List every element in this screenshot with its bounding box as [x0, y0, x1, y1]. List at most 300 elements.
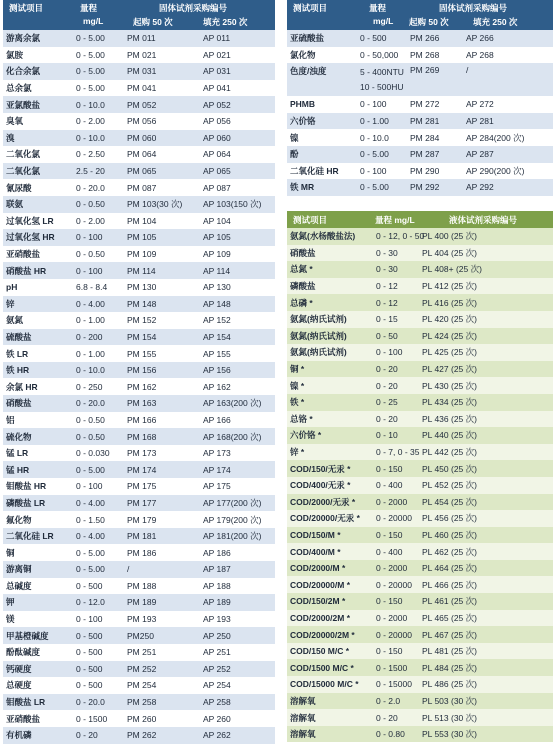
- cell-range: 0 - 10: [376, 430, 398, 441]
- cell-kit250: AP 177(200 次): [203, 497, 262, 508]
- cell-range: 0 - 500: [76, 663, 103, 674]
- table-row: [287, 129, 553, 146]
- cell-kit250: AP 268: [466, 49, 494, 60]
- cell-range: 0 - 100: [376, 347, 403, 358]
- cell-kit250: AP 154: [203, 331, 231, 342]
- cell-kit50: PM 031: [127, 66, 157, 77]
- cell-kit250: AP 186: [203, 547, 231, 558]
- cell-range: 0 - 500: [76, 647, 103, 658]
- cell-kit50: PM 011: [127, 33, 156, 44]
- table-row: [287, 643, 553, 660]
- cell-kit50: PM250: [127, 630, 154, 641]
- header-item: 测试项目: [9, 3, 44, 13]
- cell-item: 酚: [290, 149, 299, 160]
- cell-kit: PL 464 (25 次): [422, 563, 477, 574]
- cell-kit50: PM 021: [127, 49, 157, 60]
- cell-range: 0 - 5.00: [76, 83, 105, 94]
- cell-item: 联氨: [6, 199, 24, 210]
- cell-item: 溶解氧: [290, 712, 316, 723]
- cell-kit50: /: [127, 564, 130, 575]
- cell-item: COD/150 M/C *: [290, 646, 350, 657]
- cell-item: 酚酞碱度: [6, 647, 41, 658]
- cell-range: 0 - 400: [376, 480, 403, 491]
- cell-item: 有机磷: [6, 730, 32, 741]
- cell-item: 二氧化硅 HR: [290, 165, 339, 176]
- cell-kit250: AP 166: [203, 414, 231, 425]
- cell-range: 5 - 400NTU 10 - 500HU: [360, 67, 404, 93]
- table-row: [3, 63, 275, 80]
- cell-kit50: PM 152: [127, 315, 157, 326]
- cell-kit: PL 420 (25 次): [422, 314, 477, 325]
- cell-range: 6.8 - 8.4: [76, 282, 108, 293]
- table-row: [3, 262, 275, 279]
- cell-kit250: AP 179(200 次): [203, 514, 262, 525]
- cell-kit50: PM 148: [127, 298, 157, 309]
- cell-kit250: AP 284(200 次): [466, 132, 525, 143]
- header-item: 测试项目: [293, 215, 328, 225]
- cell-kit: PL 400 (25 次): [422, 231, 477, 242]
- cell-item: 钾: [6, 597, 15, 608]
- reagent-table-right-top: [287, 0, 553, 196]
- cell-range: 0 - 12.0: [76, 597, 105, 608]
- cell-range: 0 - 1500: [376, 662, 408, 673]
- cell-item: 氨氮(纳氏试剂): [290, 314, 347, 325]
- cell-range: 0 - 50: [376, 330, 398, 341]
- table-row: [287, 228, 553, 245]
- cell-item: 氰尿酸: [6, 182, 32, 193]
- table-header: [287, 0, 553, 30]
- cell-range: 0 - 2000: [376, 563, 408, 574]
- cell-range: 0 - 4.00: [76, 497, 105, 508]
- cell-kit50: PM 154: [127, 331, 157, 342]
- cell-kit250: AP 163(200 次): [203, 398, 262, 409]
- cell-range: 0 - 5.00: [76, 464, 105, 475]
- cell-item: COD/1500 M/C *: [290, 662, 354, 673]
- cell-item: 铜: [6, 547, 15, 558]
- cell-item: 总氮 *: [290, 264, 313, 275]
- cell-range: 0 - 30: [376, 264, 398, 275]
- cell-range: 0 - 20: [376, 364, 398, 375]
- table-row: [287, 494, 553, 511]
- cell-kit50: PM 041: [127, 83, 157, 94]
- cell-item: 亚硝酸盐: [6, 713, 41, 724]
- table-row: [287, 261, 553, 278]
- cell-range: 0 - 150: [376, 596, 403, 607]
- table-row: [3, 578, 275, 595]
- header-kit250: 填充 250 次: [473, 17, 518, 27]
- cell-item: 铝: [6, 414, 15, 425]
- table-row: [287, 344, 553, 361]
- cell-kit50: PM 114: [127, 265, 156, 276]
- cell-kit: PL 503 (30 次): [422, 695, 477, 706]
- cell-range: 0 - 100: [76, 265, 103, 276]
- cell-range: 0 - 30: [376, 247, 398, 258]
- cell-range: 0 - 1500: [76, 713, 108, 724]
- cell-item: COD/400/无汞 *: [290, 480, 351, 491]
- cell-item: 氯化物: [290, 49, 316, 60]
- cell-kit50: PM 052: [127, 99, 157, 110]
- table-row: [287, 96, 553, 113]
- table-row: [287, 146, 553, 163]
- table-row: [287, 30, 553, 47]
- table-row: [287, 610, 553, 627]
- cell-item: 甲基橙碱度: [6, 630, 49, 641]
- cell-kit250: AP 103(150 次): [203, 199, 262, 210]
- cell-range: 0 - 0.50: [76, 199, 105, 210]
- cell-kit: PL 416 (25 次): [422, 297, 477, 308]
- cell-item: 过氧化氢 LR: [6, 215, 54, 226]
- cell-kit50: PM 269: [410, 65, 440, 76]
- table-row: [287, 626, 553, 643]
- cell-kit: PL 424 (25 次): [422, 330, 477, 341]
- cell-item: 二氧化氯: [6, 149, 41, 160]
- cell-range: 0 - 100: [76, 614, 103, 625]
- cell-range: 0 - 100: [360, 99, 387, 110]
- cell-range: 0 - 7, 0 - 35: [376, 447, 420, 458]
- cell-kit50: PM 166: [127, 414, 157, 425]
- table-row: [287, 527, 553, 544]
- cell-kit250: AP 087: [203, 182, 231, 193]
- cell-item: 游离余氯: [6, 33, 41, 44]
- table-row: [3, 611, 275, 628]
- cell-kit250: AP 174: [203, 464, 231, 475]
- cell-kit250: AP 104: [203, 215, 231, 226]
- cell-item: 锰 LR: [6, 448, 29, 459]
- cell-kit50: PM 251: [127, 647, 157, 658]
- cell-item: COD/2000/2M *: [290, 612, 350, 623]
- cell-kit250: AP 021: [203, 49, 231, 60]
- cell-kit: PL 553 (30 次): [422, 729, 477, 740]
- cell-item: 总磷 *: [290, 297, 313, 308]
- cell-item: 氨氮(纳氏试剂): [290, 347, 347, 358]
- cell-kit: PL 440 (25 次): [422, 430, 477, 441]
- cell-kit250: /: [466, 65, 469, 76]
- cell-range: 0 - 500: [360, 33, 387, 44]
- cell-range: 0 - 5.00: [76, 49, 105, 60]
- cell-item: 二氧化硅 LR: [6, 531, 54, 542]
- cell-kit50: PM 186: [127, 547, 157, 558]
- cell-range: 0 - 20.0: [76, 182, 105, 193]
- cell-range: 2.5 - 20: [76, 166, 105, 177]
- cell-kit50: PM 287: [410, 149, 440, 160]
- cell-kit250: AP 290(200 次): [466, 165, 525, 176]
- header-kit: 固体试剂采购编号: [159, 3, 228, 13]
- table-row: [287, 444, 553, 461]
- header-kit250: 填充 250 次: [203, 17, 248, 27]
- cell-kit50: PM 155: [127, 348, 157, 359]
- cell-item: 色度/浊度: [290, 66, 327, 77]
- cell-kit250: AP 181(200 次): [203, 531, 262, 542]
- table-row: [3, 312, 275, 329]
- cell-range: 0 - 2.00: [76, 215, 105, 226]
- cell-kit250: AP 056: [203, 116, 231, 127]
- cell-kit: PL 454 (25 次): [422, 496, 477, 507]
- cell-item: 臭氧: [6, 116, 24, 127]
- table-row: [3, 694, 275, 711]
- cell-range: 0 - 20000: [376, 513, 412, 524]
- cell-range: 0 - 12, 0 - 50: [376, 231, 425, 242]
- table-row: [3, 329, 275, 346]
- cell-item: 硝酸盐: [6, 398, 32, 409]
- cell-item: 六价铬 *: [290, 430, 322, 441]
- cell-kit: PL 484 (25 次): [422, 662, 477, 673]
- cell-kit50: PM 104: [127, 215, 157, 226]
- cell-kit250: AP 105: [203, 232, 231, 243]
- cell-kit50: PM 064: [127, 149, 157, 160]
- cell-item: 溴: [6, 132, 15, 143]
- cell-kit50: PM 060: [127, 132, 157, 143]
- cell-range: 0 - 20.0: [76, 398, 105, 409]
- table-row: [287, 377, 553, 394]
- cell-kit50: PM 168: [127, 431, 157, 442]
- cell-kit250: AP 266: [466, 33, 494, 44]
- cell-kit50: PM 268: [410, 49, 440, 60]
- cell-item: 磷酸盐 LR: [6, 497, 46, 508]
- cell-range: 0 - 5.00: [76, 564, 105, 575]
- cell-kit250: AP 251: [203, 647, 231, 658]
- cell-kit: PL 427 (25 次): [422, 364, 477, 375]
- cell-kit50: PM 189: [127, 597, 157, 608]
- table-row: [287, 311, 553, 328]
- cell-range: 0 - 150: [376, 646, 403, 657]
- table-row: [3, 661, 275, 678]
- table-row: [287, 543, 553, 560]
- table-row: [287, 693, 553, 710]
- cell-kit50: PM 193: [127, 614, 157, 625]
- cell-range: 0 - 10.0: [360, 132, 389, 143]
- table-row: [3, 627, 275, 644]
- cell-kit250: AP 114: [203, 265, 231, 276]
- cell-kit50: PM 179: [127, 514, 157, 525]
- cell-item: 磷酸盐: [290, 281, 316, 292]
- table-row: [287, 163, 553, 180]
- header-kit: 液体试剂采购编号: [449, 215, 518, 225]
- cell-kit50: PM 281: [410, 116, 440, 127]
- table-row: [3, 246, 275, 263]
- cell-range: 0 - 500: [76, 580, 103, 591]
- cell-kit250: AP 065: [203, 166, 231, 177]
- cell-range: 0 - 5.00: [76, 33, 105, 44]
- cell-kit50: PM 174: [127, 464, 157, 475]
- cell-item: 硝酸盐: [290, 247, 316, 258]
- table-row: [287, 560, 553, 577]
- table-row: [287, 477, 553, 494]
- cell-item: 游离铜: [6, 564, 32, 575]
- cell-item: COD/2000/无汞 *: [290, 496, 356, 507]
- table-row: [3, 213, 275, 230]
- table-row: [287, 427, 553, 444]
- cell-kit: PL 430 (25 次): [422, 380, 477, 391]
- cell-item: 六价铬: [290, 116, 316, 127]
- cell-range: 0 - 10.0: [76, 99, 105, 110]
- table-row: [287, 328, 553, 345]
- cell-item: 总硬度: [6, 680, 32, 691]
- cell-item: 镍: [290, 132, 299, 143]
- cell-item: 氟化物: [6, 514, 32, 525]
- cell-kit50: PM 175: [127, 481, 157, 492]
- cell-item: 铁 HR: [6, 365, 30, 376]
- cell-kit250: AP 262: [203, 730, 231, 741]
- table-row: [3, 113, 275, 130]
- cell-item: 溶解氧: [290, 695, 316, 706]
- cell-kit50: PM 056: [127, 116, 157, 127]
- header-range: 量程 mg/L: [375, 215, 415, 225]
- table-row: [287, 576, 553, 593]
- cell-kit: PL 486 (25 次): [422, 679, 477, 690]
- cell-range: 0 - 2.50: [76, 149, 105, 160]
- cell-item: 溶解氧: [290, 729, 316, 740]
- cell-item: 总铬 *: [290, 413, 313, 424]
- cell-item: 铜 *: [290, 364, 305, 375]
- cell-kit: PL 434 (25 次): [422, 397, 477, 408]
- table-row: [3, 412, 275, 429]
- cell-range: 0 - 15000: [376, 679, 412, 690]
- cell-kit50: PM 284: [410, 132, 440, 143]
- cell-kit250: AP 252: [203, 663, 231, 674]
- cell-item: 氨氮: [6, 315, 24, 326]
- table-body: [287, 30, 553, 196]
- cell-kit50: PM 087: [127, 182, 157, 193]
- cell-item: 镁: [6, 614, 15, 625]
- cell-kit: PL 436 (25 次): [422, 413, 477, 424]
- cell-range: 0 - 5.00: [76, 547, 105, 558]
- table-row: [3, 146, 275, 163]
- cell-range: 0 - 4.00: [76, 298, 105, 309]
- cell-range: 0 - 10.0: [76, 365, 105, 376]
- cell-item: 化合余氯: [6, 66, 41, 77]
- cell-item: 总余氯: [6, 83, 32, 94]
- table-row: [3, 47, 275, 64]
- cell-kit250: AP 175: [203, 481, 231, 492]
- table-row: [3, 163, 275, 180]
- cell-kit50: PM 188: [127, 580, 157, 591]
- cell-kit: PL 467 (25 次): [422, 629, 477, 640]
- table-row: [3, 511, 275, 528]
- cell-range: 0 - 150: [376, 463, 403, 474]
- cell-kit250: AP 189: [203, 597, 231, 608]
- cell-item: 钼酸盐 HR: [6, 481, 47, 492]
- cell-range: 0 - 0.030: [76, 448, 110, 459]
- table-row: [287, 726, 553, 743]
- cell-kit250: AP 064: [203, 149, 231, 160]
- cell-kit250: AP 152: [203, 315, 231, 326]
- table-row: [287, 245, 553, 262]
- table-row: [287, 659, 553, 676]
- cell-item: 氨氮(纳氏试剂): [290, 330, 347, 341]
- cell-kit50: PM 162: [127, 381, 157, 392]
- header-unit: mg/L: [373, 16, 394, 26]
- cell-kit250: AP 254: [203, 680, 231, 691]
- table-row: [3, 30, 275, 47]
- header-item: 测试项目: [293, 3, 328, 13]
- table-row: [3, 461, 275, 478]
- cell-kit250: AP 148: [203, 298, 231, 309]
- cell-range: 0 - 1.00: [360, 116, 389, 127]
- cell-item: 硫酸盐: [6, 331, 32, 342]
- cell-item: 镍 *: [290, 380, 305, 391]
- cell-kit50: PM 105: [127, 232, 157, 243]
- cell-kit: PL 408+ (25 次): [422, 264, 482, 275]
- cell-item: 硝酸盐 HR: [6, 265, 47, 276]
- table-header: [287, 211, 553, 228]
- cell-range: 0 - 100: [76, 232, 103, 243]
- table-row: [3, 130, 275, 147]
- cell-kit250: AP 281: [466, 116, 494, 127]
- cell-item: COD/15000 M/C *: [290, 679, 359, 690]
- table-header: [3, 0, 275, 30]
- cell-kit: PL 461 (25 次): [422, 596, 477, 607]
- table-row: [287, 63, 553, 96]
- cell-range: 0 - 15: [376, 314, 398, 325]
- table-row: [3, 445, 275, 462]
- cell-range: 0 - 150: [376, 529, 403, 540]
- cell-range: 0 - 12: [376, 281, 398, 292]
- cell-range: 0 - 5.00: [76, 66, 105, 77]
- cell-item: 氯胺: [6, 49, 24, 60]
- cell-kit50: PM 177: [127, 497, 157, 508]
- cell-item: 氨氮(水杨酸盐法): [290, 231, 356, 242]
- cell-range: 0 - 400: [376, 546, 403, 557]
- cell-item: 铁 MR: [290, 182, 315, 193]
- cell-item: PHMB: [290, 99, 316, 110]
- cell-kit250: AP 250: [203, 630, 231, 641]
- cell-range: 0 - 20: [76, 730, 98, 741]
- table-row: [3, 478, 275, 495]
- cell-kit: PL 452 (25 次): [422, 480, 477, 491]
- cell-kit250: AP 292: [466, 182, 494, 193]
- cell-kit250: AP 173: [203, 448, 231, 459]
- header-kit50: 起购 50 次: [409, 17, 449, 27]
- cell-range: 0 - 100: [76, 481, 103, 492]
- cell-kit50: PM 173: [127, 448, 157, 459]
- cell-kit250: AP 130: [203, 282, 231, 293]
- cell-kit50: PM 254: [127, 680, 157, 691]
- cell-range: 0 - 20000: [376, 579, 412, 590]
- cell-item: COD/150/无汞 *: [290, 463, 351, 474]
- cell-item: 亚硝酸盐: [6, 249, 41, 260]
- cell-kit250: AP 031: [203, 66, 231, 77]
- cell-kit: PL 404 (25 次): [422, 247, 477, 258]
- cell-range: 0 - 2000: [376, 612, 408, 623]
- table-row: [287, 179, 553, 196]
- table-row: [3, 544, 275, 561]
- table-row: [3, 296, 275, 313]
- cell-item: pH: [6, 282, 18, 293]
- cell-kit: PL 513 (30 次): [422, 712, 477, 723]
- cell-kit50: PM 290: [410, 165, 440, 176]
- table-row: [287, 394, 553, 411]
- table-row: [3, 710, 275, 727]
- table-row: [3, 644, 275, 661]
- table-row: [287, 361, 553, 378]
- cell-kit: PL 442 (25 次): [422, 447, 477, 458]
- table-row: [3, 362, 275, 379]
- table-row: [3, 677, 275, 694]
- cell-kit50: PM 163: [127, 398, 157, 409]
- cell-item: 总碱度: [6, 580, 32, 591]
- table-row: [3, 345, 275, 362]
- cell-range: 0 - 2000: [376, 496, 408, 507]
- cell-range: 0 - 5.00: [360, 149, 389, 160]
- cell-item: 过氧化氢 HR: [6, 232, 55, 243]
- cell-kit50: PM 252: [127, 663, 157, 674]
- cell-item: 钙硬度: [6, 663, 32, 674]
- table-row: [287, 709, 553, 726]
- cell-range: 0 - 10.0: [76, 132, 105, 143]
- cell-item: 钼酸盐 LR: [6, 697, 46, 708]
- cell-range: 0 - 12: [376, 297, 398, 308]
- table-row: [3, 96, 275, 113]
